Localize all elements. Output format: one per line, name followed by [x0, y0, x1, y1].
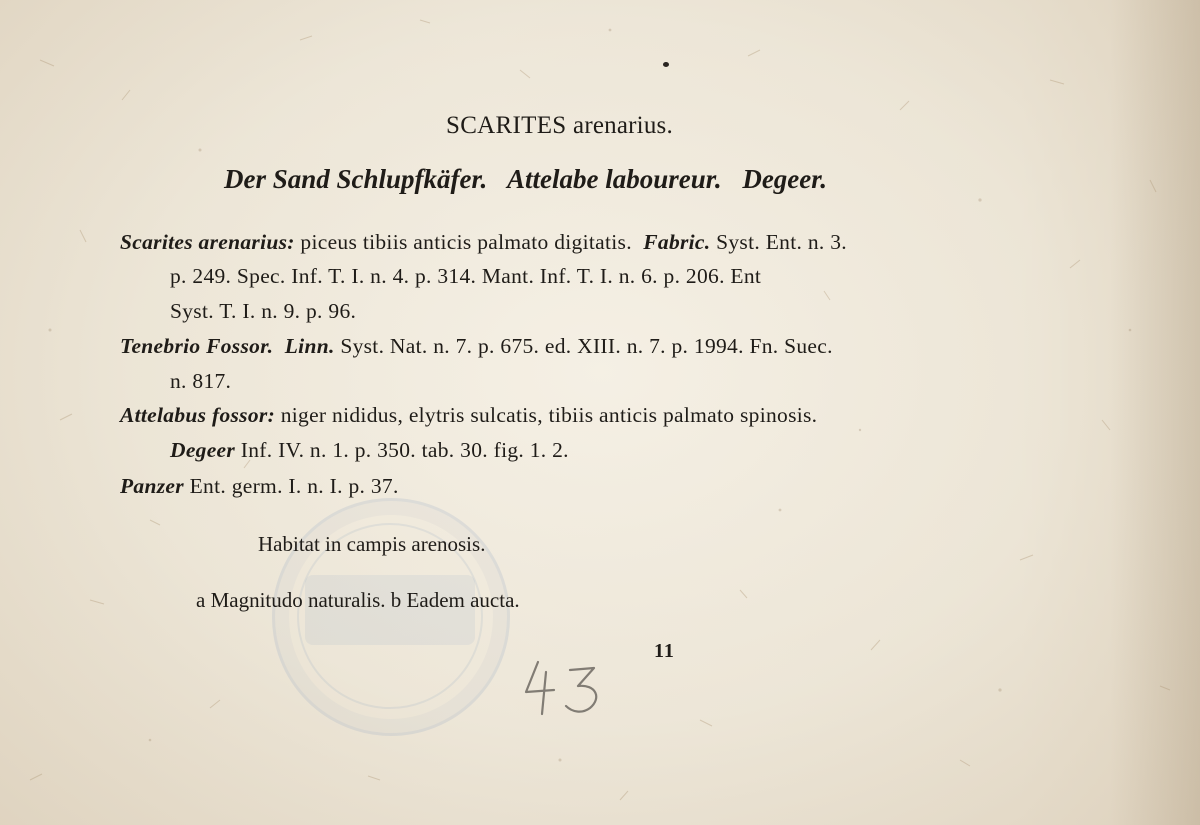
synonym-name: Tenebrio Fossor.	[120, 334, 274, 358]
synonym-name: Scarites arenarius:	[120, 230, 295, 254]
synonym-line	[120, 334, 833, 359]
synonym-text: niger nididus, elytris sulcatis, tibiis anticis palmato spinosis.	[275, 403, 818, 427]
synonym-author: Fabric.	[643, 230, 711, 254]
common-names	[224, 164, 841, 195]
synonym-line	[120, 230, 847, 255]
french-name: Attelabe laboureur.	[507, 164, 722, 194]
german-name: Der Sand Schlupfkäfer.	[224, 164, 488, 194]
synonym-author: Panzer	[120, 474, 184, 498]
ink-dot	[663, 62, 669, 67]
synonym-line	[170, 299, 356, 324]
synonym-reference: Inf. IV. n. 1. p. 350. tab. 30. fig. 1. 2.	[235, 438, 569, 462]
synonym-text: piceus tibiis anticis palmato digitatis.	[294, 230, 632, 254]
synonym-author: Degeer	[170, 438, 236, 462]
synonym-line	[170, 438, 569, 463]
synonym-reference: Syst. Ent. n. 3.	[710, 230, 847, 254]
page-title	[446, 112, 673, 140]
synonym-reference: Ent. germ. I. n. I. p. 37.	[183, 474, 399, 498]
synonym-line	[170, 264, 761, 289]
handwritten-pencil-note	[520, 650, 610, 720]
genus-name: SCARITES	[446, 112, 567, 139]
synonym-reference: Syst. T. I. n. 9. p. 96.	[170, 299, 357, 323]
synonym-text	[273, 334, 279, 358]
figure-caption: a Magnitudo naturalis. b Eadem auctа.	[196, 588, 520, 612]
synonym-line	[120, 403, 817, 428]
synonym-line	[170, 369, 231, 394]
synonym-reference: n. 817.	[170, 369, 232, 393]
subtitle-author: Degeer.	[742, 164, 828, 194]
synonym-reference: Syst. Nat. n. 7. p. 675. ed. XIII. n. 7. p. 1994. Fn. Suec.	[334, 334, 833, 358]
synonym-author: Linn.	[284, 334, 335, 358]
synonym-line	[120, 474, 399, 499]
habitat-note: Habitat in campis arenosis.	[258, 532, 486, 556]
page-number: 11	[654, 640, 675, 662]
synonym-reference: p. 249. Spec. Inf. T. I. n. 4. p. 314. Mant. Inf. T. I. n. 6. p. 206. Ent	[170, 264, 762, 288]
synonym-name: Attelabus fossor:	[120, 403, 276, 427]
species-name: arenarius.	[573, 112, 673, 139]
